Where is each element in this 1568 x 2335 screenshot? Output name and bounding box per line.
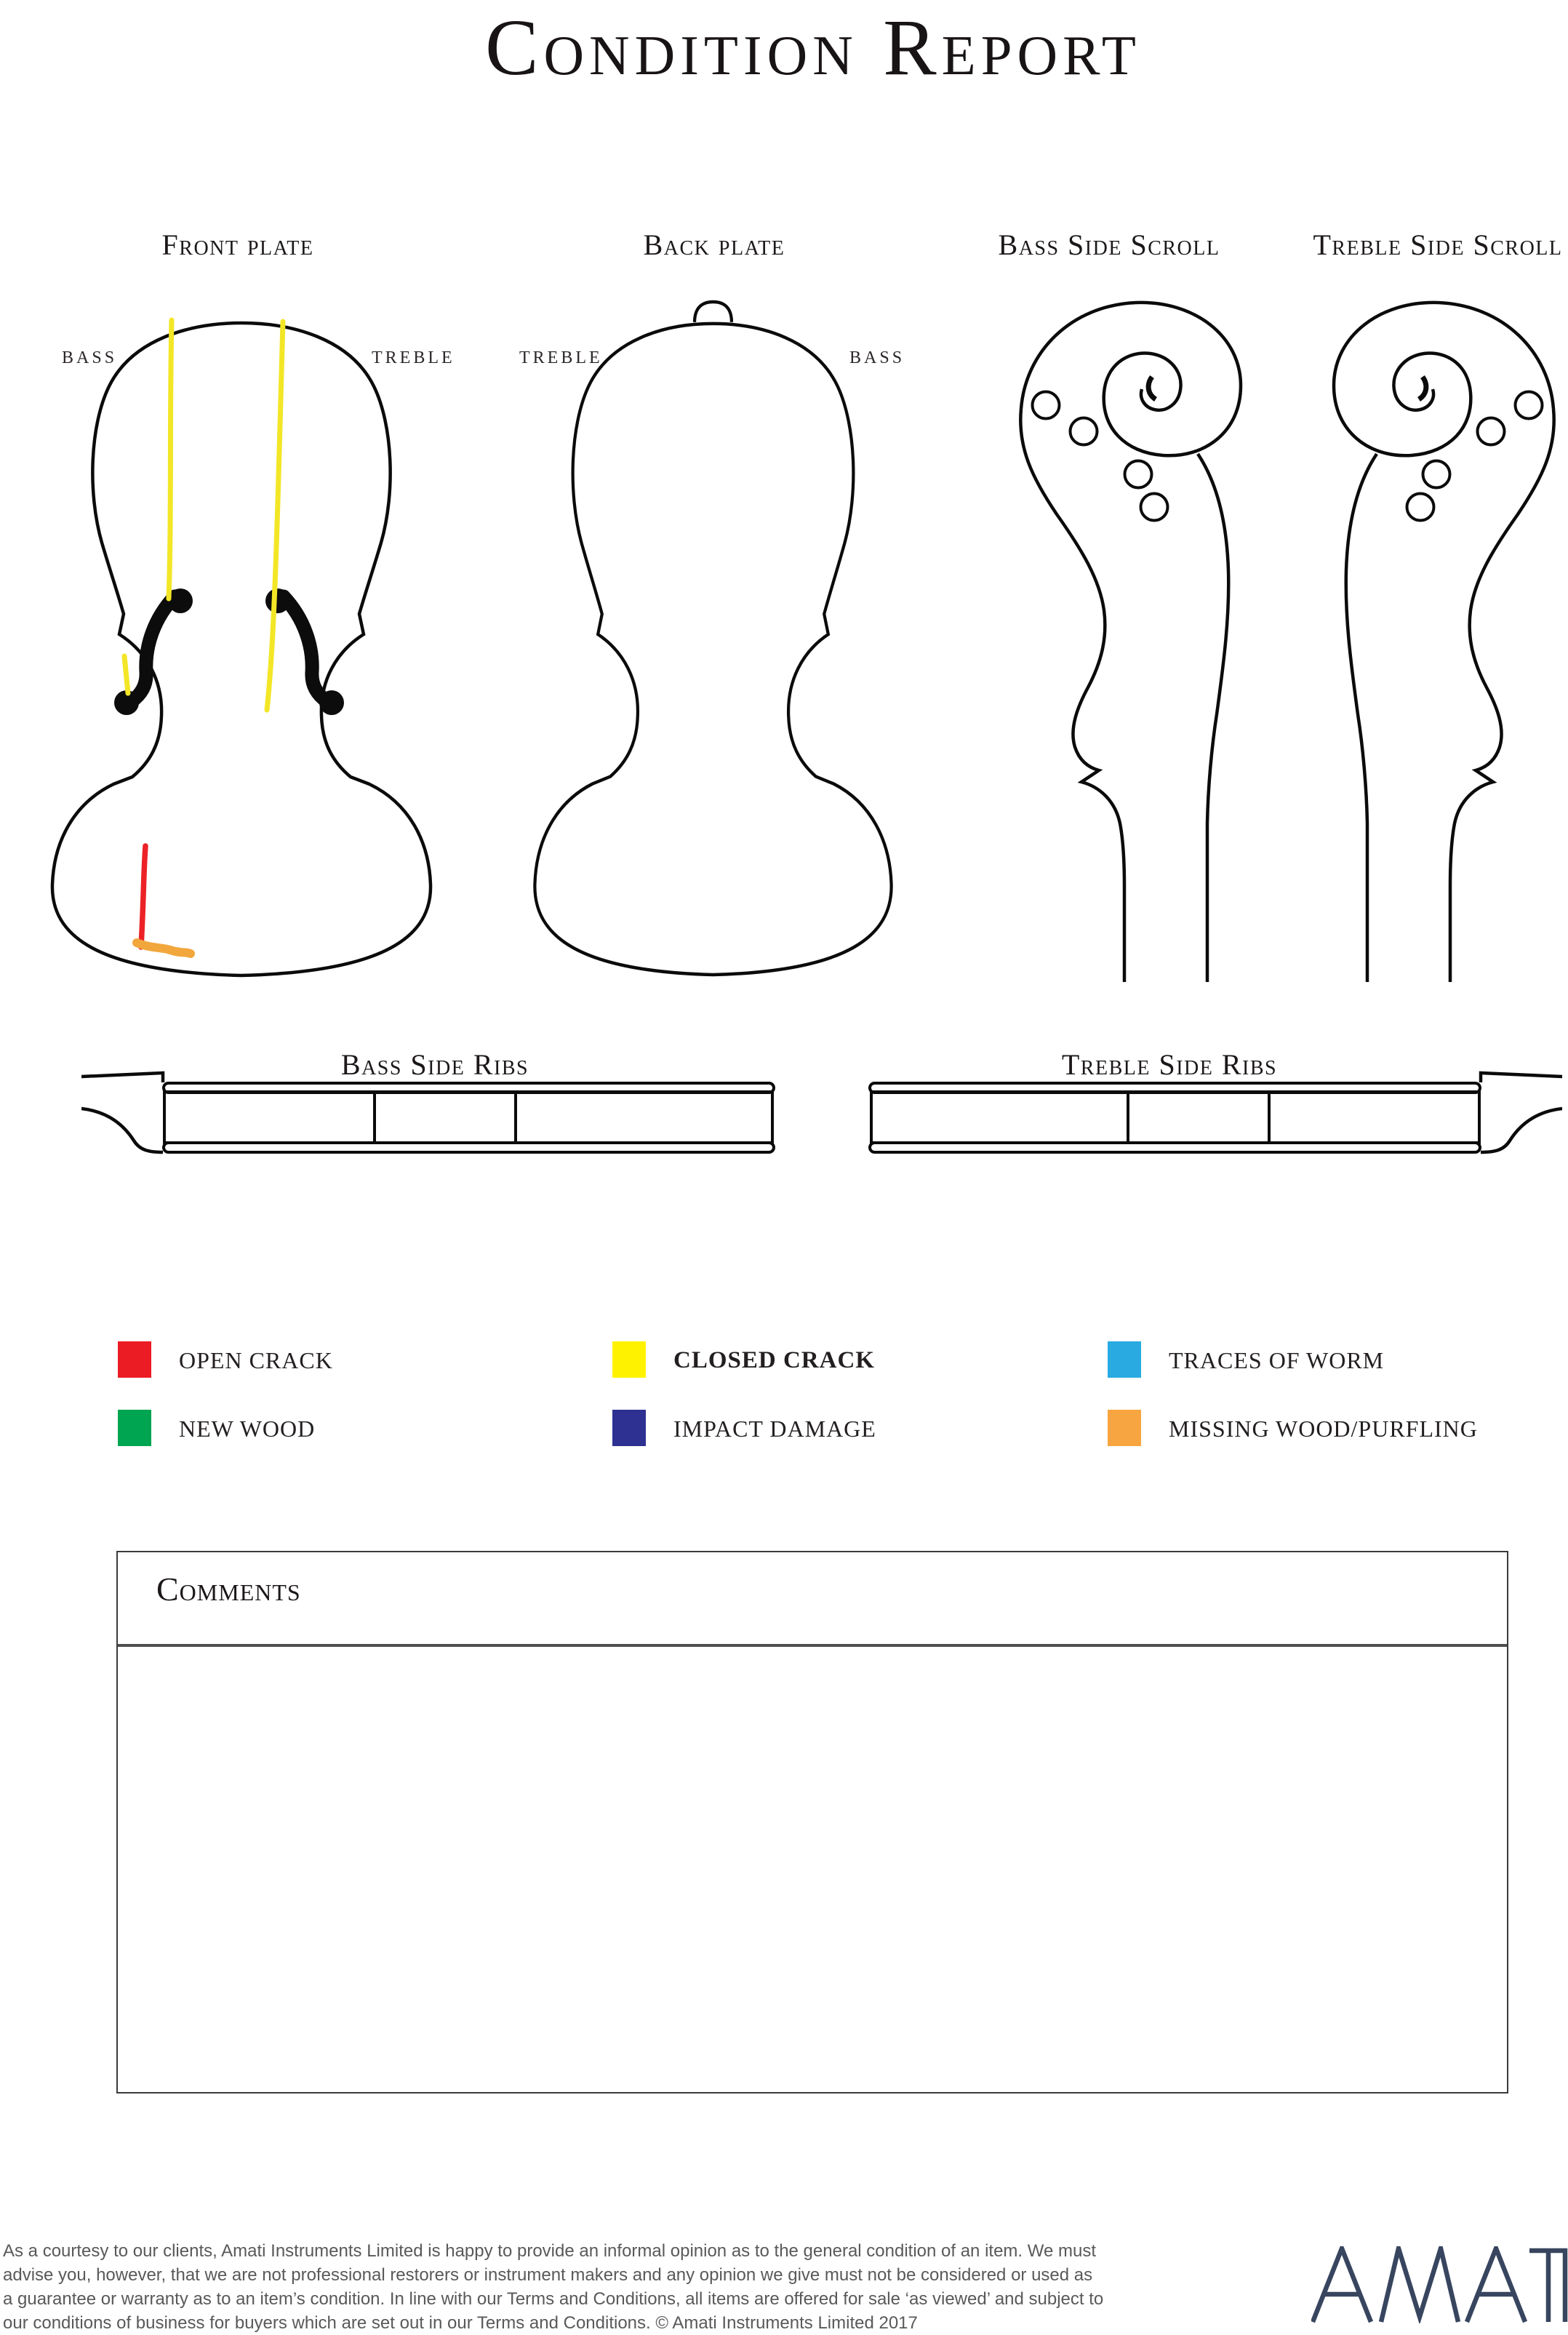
comments-header: [118, 1552, 1507, 1647]
open-crack-swatch: [118, 1341, 151, 1378]
back-plate-button: [695, 302, 732, 322]
missing-wood-purfling-label: MISSING WOOD/PURFLING: [1169, 1416, 1478, 1442]
footer-line-4: our conditions of business for buyers which are set out in our Terms and Conditions. © Amati Instruments Limited 2017: [3, 2313, 918, 2333]
bass-ribs-outline: [81, 1073, 774, 1152]
treble-ribs-outline: [870, 1073, 1562, 1152]
amati-logo: [1311, 2246, 1568, 2323]
bass-scroll-outline: [1020, 303, 1241, 982]
footer-line-1: As a courtesy to our clients, Amati Instruments Limited is happy to provide an informal opinion as to the general condition of an item. We must: [3, 2241, 1096, 2261]
impact-damage-swatch: [612, 1410, 646, 1446]
back-plate-outline: [535, 324, 891, 975]
back-plate-diagram: [528, 299, 898, 981]
amati-logo-letters: [1313, 2248, 1567, 2322]
comments-title: Comments: [156, 1570, 301, 1608]
comments-input[interactable]: [118, 1647, 1507, 2089]
new-wood-label: NEW WOOD: [179, 1416, 316, 1442]
back-plate-bass-label: BASS: [849, 348, 905, 367]
bass-ribs-heading: Bass Side Ribs: [340, 1048, 529, 1081]
missing-wood-purfling-swatch: [1108, 1410, 1141, 1446]
closed-crack-label: CLOSED CRACK: [673, 1347, 875, 1373]
treble-ribs-diagram: [865, 1071, 1562, 1158]
treble-f-hole: [265, 588, 344, 715]
bass-ribs-diagram: [81, 1071, 778, 1158]
closed-crack-swatch: [612, 1341, 646, 1378]
comments-box: [116, 1551, 1508, 2093]
front-plate-diagram: [45, 317, 438, 981]
front-plate-bass-label: BASS: [62, 348, 118, 367]
impact-damage-label: IMPACT DAMAGE: [673, 1416, 876, 1442]
treble-scroll-outline: [1334, 303, 1554, 982]
treble-scroll-heading: Treble Side Scroll: [1313, 228, 1563, 261]
closed-crack-mark-treble: [267, 322, 283, 710]
open-crack-mark: [141, 846, 145, 947]
footer-line-2: advise you, however, that we are not professional restorers or instrument makers and any opinion we give must not be considered or used as: [3, 2265, 1093, 2285]
bass-f-hole: [114, 588, 193, 715]
open-crack-label: OPEN CRACK: [179, 1347, 333, 1373]
closed-crack-mark-short: [124, 656, 128, 693]
back-plate-treble-label: TREBLE: [519, 348, 603, 367]
missing-wood-mark: [137, 943, 191, 954]
treble-ribs-heading: Treble Side Ribs: [1061, 1048, 1278, 1081]
bass-scroll-diagram: [1011, 291, 1255, 982]
treble-scroll-diagram: [1320, 291, 1564, 982]
footer-disclaimer: [3, 2239, 1283, 2335]
back-plate-heading: Back plate: [643, 228, 785, 261]
new-wood-swatch: [118, 1410, 151, 1446]
footer-line-3: a guarantee or warranty as to an item’s condition. In line with our Terms and Conditions, all items are offered for sale ‘as viewed’ and subject to: [3, 2289, 1104, 2309]
front-plate-outline: [52, 323, 431, 975]
page-title: Condition Report: [485, 3, 1141, 92]
traces-of-worm-swatch: [1108, 1341, 1141, 1378]
bass-scroll-heading: Bass Side Scroll: [998, 228, 1220, 261]
traces-of-worm-label: TRACES OF WORM: [1169, 1347, 1385, 1373]
closed-crack-mark-bass: [169, 320, 172, 599]
front-plate-heading: Front plate: [161, 228, 314, 261]
front-plate-treble-label: TREBLE: [372, 348, 455, 367]
